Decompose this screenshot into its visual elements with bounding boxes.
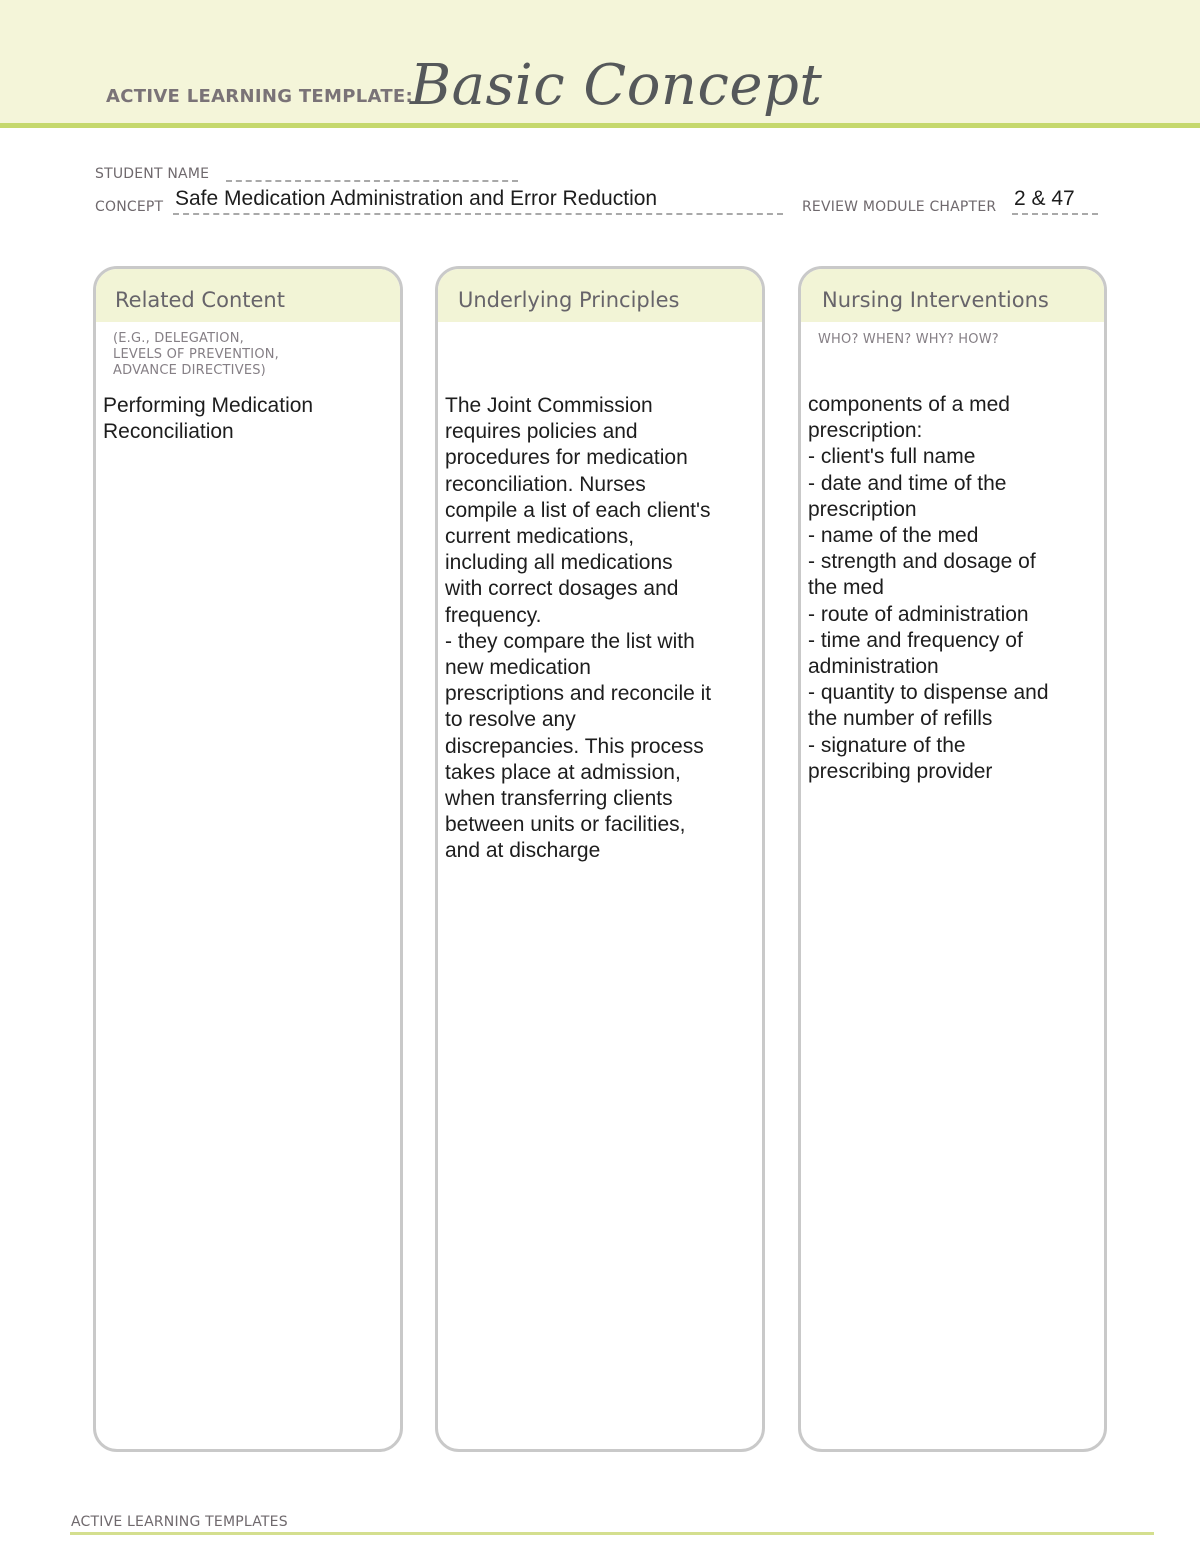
related-content-hint: (E.G., DELEGATION, LEVELS OF PREVENTION, ADVANCE DIRECTIVES) <box>113 331 280 378</box>
student-name-field[interactable] <box>226 180 518 182</box>
concept-field[interactable] <box>173 213 783 215</box>
underlying-principles-title: Underlying Principles <box>458 288 680 312</box>
template-label: ACTIVE LEARNING TEMPLATE: <box>106 86 413 107</box>
underlying-principles-panel <box>435 266 765 1452</box>
footer-divider <box>70 1532 1154 1535</box>
header-divider <box>0 123 1200 128</box>
review-module-field[interactable] <box>1012 213 1098 215</box>
related-content-title: Related Content <box>115 288 285 312</box>
related-content-panel <box>93 266 403 1452</box>
underlying-principles-text[interactable]: The Joint Commission requires policies and procedures for medication reconciliation. Nurses compile a list of each client's current medications, including all medications with correct dosages and frequency. - they compare the list with new medication prescriptions and reconcile it to resolve any discrepancies. This process takes place at admission, when transferring clients between units or facilities, and at discharge <box>445 394 712 863</box>
nursing-interventions-text[interactable]: components of a med prescription: - client's full name - date and time of the prescription - name of the med - strength and dosage of the med - route of administration - time and frequency of administration - quantity to dispense and the number of refills - signature of the prescribing provider <box>808 393 1049 783</box>
concept-value: Safe Medication Administration and Error Reduction <box>175 187 658 210</box>
nursing-interventions-title: Nursing Interventions <box>822 288 1049 312</box>
nursing-interventions-panel <box>798 266 1107 1452</box>
review-module-value: 2 & 47 <box>1014 187 1075 210</box>
concept-label: CONCEPT <box>95 199 164 215</box>
student-name-label: STUDENT NAME <box>95 166 210 182</box>
template-name: Basic Concept <box>410 53 823 118</box>
related-content-text[interactable]: Performing Medication Reconciliation <box>103 394 314 444</box>
review-module-label: REVIEW MODULE CHAPTER <box>802 199 997 215</box>
footer-label: ACTIVE LEARNING TEMPLATES <box>71 1514 288 1530</box>
nursing-interventions-hint: WHO? WHEN? WHY? HOW? <box>818 332 999 347</box>
